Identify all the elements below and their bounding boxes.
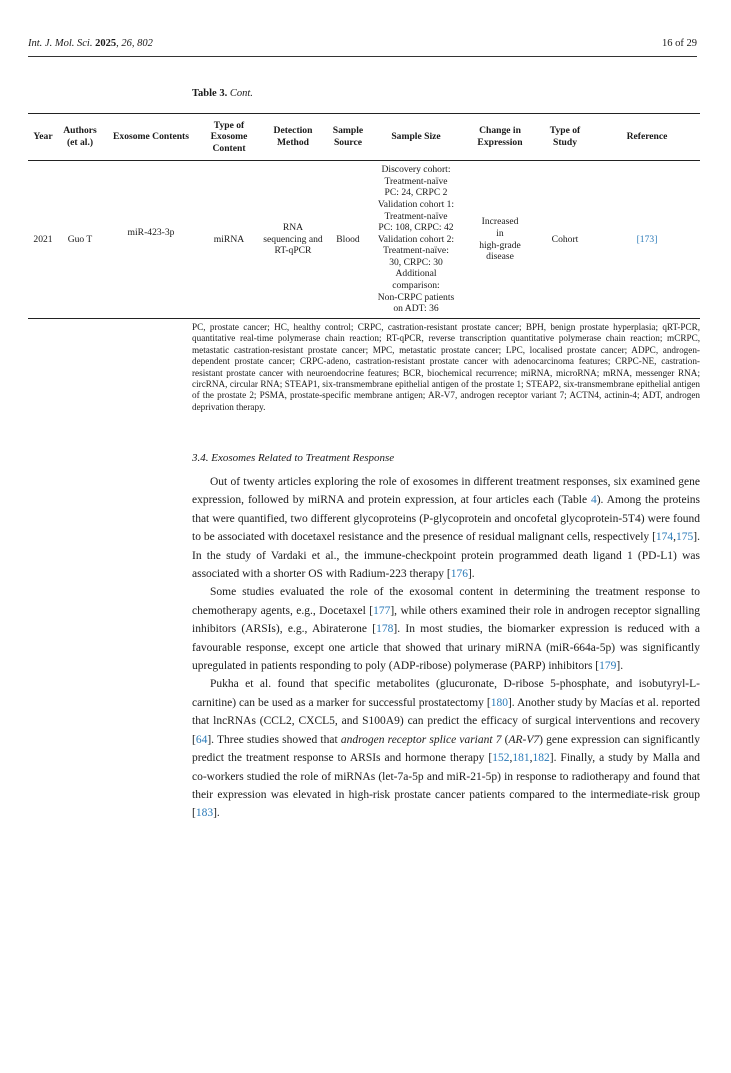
table-body <box>28 161 700 319</box>
text-run: , <box>673 531 677 544</box>
citation-link[interactable]: 175 <box>676 531 694 544</box>
body-paragraph <box>192 675 700 822</box>
journal-volume: , 26, 802 <box>116 38 153 49</box>
table-cell-authors: Guo T <box>58 161 102 319</box>
body-paragraph <box>192 473 700 583</box>
citation-link[interactable]: 180 <box>490 696 508 709</box>
table-cell-year: 2021 <box>28 161 58 319</box>
column-header: Reference <box>594 114 700 161</box>
text-run: Out of twenty articles exploring the role of exosomes in different treatment responses, six examined gene expression, followed by miRNA and protein expression, at four articles each (Table <box>192 476 700 507</box>
column-header: Exosome Contents <box>102 114 200 161</box>
body-text <box>192 473 700 823</box>
table-cell-reference[interactable]: [173] <box>594 161 700 319</box>
table-cell-study: Cohort <box>536 161 594 319</box>
italic-term: AR-V7 <box>508 733 540 746</box>
table-header-row <box>28 114 700 161</box>
citation-link[interactable]: 176 <box>450 568 468 581</box>
text-run: ]. Finally, a study by Malla and co-workers studied the role of miRNAs (let-7a-5p and miR-21-5p) in response to radiotherapy and found that their expression was elevated in high-risk prostate cancer patients compared to the intermediate-risk group [ <box>192 752 701 820</box>
citation-link[interactable]: 181 <box>512 752 530 765</box>
text-run: , <box>509 752 513 765</box>
citation-link[interactable]: 182 <box>532 752 550 765</box>
citation-link[interactable]: 174 <box>655 531 674 544</box>
column-header: Sample Source <box>328 114 368 161</box>
text-run: ]. In most studies, the biomarker expression is reduced with a favourable response, except one article that showed that urinary miRNA (miR-664a-5p) was significantly upregulated in patients responding to poly (ADP-ribose) polymerase (PARP) inhibitors [ <box>192 623 701 673</box>
table-footnote: PC, prostate cancer; HC, healthy control; CRPC, castration-resistant prostate cancer; BPH, benign prostate hyperplasia; qRT-PCR, quantitative real-time polymerase chain reaction; RT-qPCR, reverse transcription quantitative polymerase chain reaction; mCRPC, metastatic castration-resistant prostate cancer; MPC, metastatic prostate cancer; LPC, localised prostate cancer; ADPC, androgen-dependent prostate cancer; CRPC-adeno, castration-resistant prostate cancer with adenocarcinoma features; CRPC-NE, castration-resistant prostate cancer with neuroendocrine features; BCR, biochemical recurrence; miRNA, microRNA; mRNA, messenger RNA; circRNA, circular RNA; STEAP1, six-transmembrane epithelial antigen of the prostate 1; STEAP2, six-transmembrane epithelial antigen of the prostate 2; PSMA, prostate-specific membrane antigen; AR-V7, androgen receptor variant 7; ACTN4, actinin-4; ADT, androgen deprivation therapy. <box>192 322 700 412</box>
journal-year: 2025 <box>95 38 117 49</box>
table-cont: Cont. <box>229 88 253 99</box>
column-header: Detection Method <box>258 114 328 161</box>
text-run: Pukha et al. found that specific metabolites (glucuronate, D-ribose 5-phosphate, and isobutyryl-L-carnitine) can be used as a marker for successful prostatectomy [ <box>192 678 700 709</box>
citation-link[interactable]: 183 <box>195 807 214 820</box>
text-run: ]. Another study by Macías et al. reported that lncRNAs (CCL2, CXCL5, and S100A9) can predict the efficacy of surgical interventions and recovery [ <box>192 696 700 746</box>
table-cell-method: RNA sequencing and RT-qPCR <box>258 161 328 319</box>
text-run: ]. Three studies showed that <box>207 733 341 746</box>
table-row <box>28 161 700 319</box>
column-header: Type of Study <box>536 114 594 161</box>
text-run: Some studies evaluated the role of the exosomal content in determining the treatment response to chemotherapy agents, e.g., Docetaxel [ <box>192 586 700 617</box>
text-run: ]. <box>616 660 624 673</box>
journal-name: Int. J. Mol. Sci. <box>28 38 93 49</box>
text-run: ]. <box>467 568 475 581</box>
column-header: Authors (et al.) <box>58 114 102 161</box>
column-header: Change in Expression <box>464 114 536 161</box>
text-run: ], while others examined their role in androgen receptor signalling inhibitors (ARSIs), e.g., Abiraterone [ <box>192 604 701 636</box>
header-rule <box>28 56 697 57</box>
text-run: ]. In the study of Vardaki et al., the immune-checkpoint protein programmed death ligand 1 (PD-L1) was associated with a shorter OS with Radium-223 therapy [ <box>192 531 700 581</box>
text-run: , <box>529 752 533 765</box>
citation-link[interactable]: 152 <box>492 752 510 765</box>
table-cell-source: Blood <box>328 161 368 319</box>
citation-link[interactable]: 177 <box>373 604 391 617</box>
body-paragraph <box>192 583 700 675</box>
table-cell-change: Increased in high-grade disease <box>464 161 536 319</box>
table-cell-size: Discovery cohort: Treatment-naïve PC: 24, CRPC 2 Validation cohort 1: Treatment-naïve PC: 108, CRPC: 42 Validation cohort 2: Treatment-naïve: 30, CRPC: 30 Additional comparison: Non-CRPC patients on ADT: 36 <box>368 161 464 319</box>
column-header: Sample Size <box>368 114 464 161</box>
column-header: Year <box>28 114 58 161</box>
table-cell-contents: miR-423-3p <box>102 161 200 319</box>
table-label: Table 3. <box>192 88 228 99</box>
text-run: ). Among the proteins that were quantified, two different glycoproteins (P-glycoprotein and oncofetal glycoprotein-5T4) were found to be associated with docetaxel resistance and the presence of residual malignant cells, respectively [ <box>192 494 701 544</box>
page-number: 16 of 29 <box>662 38 697 49</box>
journal-citation <box>28 38 153 49</box>
citation-link[interactable]: 178 <box>376 623 394 636</box>
column-header: Type of Exosome Content <box>200 114 258 161</box>
running-header <box>28 38 697 54</box>
citation-link[interactable]: 4 <box>590 494 597 507</box>
table-caption <box>192 88 253 99</box>
citation-link[interactable]: 64 <box>195 733 208 746</box>
table-cell-type: miRNA <box>200 161 258 319</box>
text-run: ) gene expression can significantly predict the treatment response to ARSIs and hormone therapy [ <box>192 733 700 765</box>
results-table <box>28 113 700 319</box>
section-heading: 3.4. Exosomes Related to Treatment Response <box>192 452 395 464</box>
citation-link[interactable]: 179 <box>599 660 617 673</box>
italic-term: androgen receptor splice variant 7 <box>340 733 502 746</box>
text-run: ]. <box>213 807 220 820</box>
text-run: ( <box>501 733 509 746</box>
